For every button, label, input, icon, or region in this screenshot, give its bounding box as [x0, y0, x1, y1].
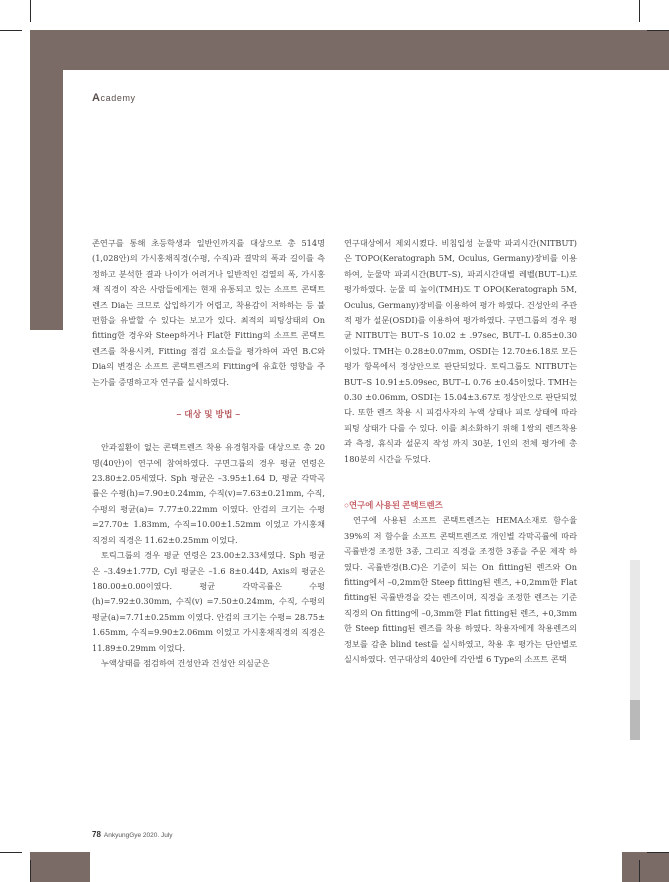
crop-mark: [639, 860, 640, 882]
body-paragraph: 누액상태를 점검하여 건성안과 건성안 의심군은: [101, 657, 270, 668]
edge-strip-lower: [630, 700, 640, 740]
subsection-heading: ○연구에 사용된 콘택트렌즈: [344, 499, 443, 510]
section-heading: – 대상 및 방법 –: [176, 409, 241, 420]
crop-mark: [647, 30, 669, 31]
left-brown-band: [30, 30, 63, 330]
top-brown-band: [30, 30, 669, 70]
page-footer: [92, 830, 173, 839]
right-text-column: [344, 236, 577, 667]
spacer: [92, 425, 325, 440]
edge-strip-upper: [630, 560, 640, 700]
body-paragraph: 토릭그룹의 경우 평균 연령은 23.00±2.33세였다. Sph 평균은 –3.49±1.77D, Cyl 평균은 –1.6 8±0.44D, Axis의 평균은 180.00±0.00이였다. 평균 각막곡률은 수평(h)=7.92±0.30mm, 수직(v) =7.50±0.24mm, 수직, 수평의 평균(a)=7.71±0.25mm 이였다. 안검의 크기는 수평= 28.75± 1.65mm, 수직=9.90±2.06mm 이었고 가시홍채직경의 직경은 11.89±0.29mm 이었다.: [92, 550, 325, 653]
crop-mark: [639, 0, 640, 22]
section-label-initial: A: [92, 92, 101, 104]
crop-mark: [30, 860, 31, 882]
section-label-rest: cademy: [100, 93, 136, 103]
left-text-column: [92, 236, 325, 671]
publication-name: AnkyungGye 2020. July: [103, 832, 173, 839]
spacer: [344, 467, 577, 482]
spacer: [344, 482, 577, 497]
body-paragraph: 존연구를 통해 초등학생과 일반인까지를 대상으로 총 514명(1,028안)의 가시홍채직경(수평, 수직)과 결막의 폭과 길이를 측정하고 분석한 결과 나이가 어려거나 일반적인 검열의 폭, 가시홍채 직경이 작은 사람들에게는 현재 유통되고 있는 소프트 콘택트렌즈 Dia는 크므로 삽입하기가 어렵고, 착용감이 저하하는 등 불편함을 유발할 수 있다는 보고가 있다. 최적의 피팅상태의 On fitting한 경우와 Steep하거나 Flat한 Fitting의 소프트 콘택트렌즈를 착용시켜, Fitting 점검 요소들을 평가하여 과연 B.C와 Dia의 변경은 소프트 콘택트렌즈의 Fitting에 유효한 영향을 주는가를 증명하고자 연구를 실시하였다.: [92, 238, 325, 387]
bottom-right-brown-band: [622, 852, 669, 882]
section-label: [92, 92, 136, 104]
spacer: [92, 390, 325, 405]
body-paragraph: 안과질환이 없는 콘택트렌즈 착용 유경험자를 대상으로 총 20명(40안)이 연구에 참여하였다. 구면그룹의 경우 평균 연령은 23.80±2.05세였다. Sph 평균은 –3.95±1.64 D, 평균 각막곡률은 수평(h)=7.90±0.24mm, 수직(v)=7.63±0.21mm, 수직, 수평의 평균(a)= 7.77±0.22mm 이였다. 안검의 크기는 수평=27.70± 1.83mm, 수직=10.00±1.52mm 이었고 가시홍채직경의 직경은 11.62±0.25mm 이었다.: [92, 442, 325, 545]
crop-mark: [30, 0, 31, 22]
body-paragraph: 연구대상에서 제외시켰다. 비침입성 눈물막 파괴시간(NITBUT)은 TOPO(Keratograph 5M, Oculus, Germany)장비를 이용하여, 눈물막 파괴시간(BUT–S), 파괴시간대별 레벨(BUT–L)로 평가하였다. 눈물 띠 높이(TMH)도 T OPO(Keratograph 5M, Oculus, Germany)장비를 이용하여 평가 하였다. 건성안의 주관적 평가 설문(OSDI)를 이용하여 평가하였다. 구면그룹의 경우 평균 NITBUT는 BUT–S 10.02 ± .97sec, BUT–L 0.85±0.30이었다. TMH는 0.28±0.07mm, OSDI는 12.70±6.18로 모든 평가 항목에서 정상안으로 판단되었다. 토릭그룹도 NITBUT는 BUT–S 10.91±5.09sec, BUT–L 0.76 ±0.45이었다. TMH는 0.30 ±0.06mm, OSDI는 15.04±3.67로 정상안으로 판단되었다. 또한 렌즈 착용 시 피검사자의 누액 상태나 피로 상태에 따라 피팅 상태가 다를 수 있다. 이를 최소화하기 위해 1쌍의 렌즈착용과 측정, 휴식과 설문지 작성 까지 30분, 1인의 전체 평가에 총 180분의 시간을 두었다.: [344, 238, 577, 464]
bottom-left-brown-band: [30, 852, 90, 882]
crop-mark: [647, 852, 669, 853]
crop-mark: [0, 30, 22, 31]
body-paragraph: 연구에 사용된 소프트 콘택트렌즈는 HEMA소재로 함수율 39%의 저 함수율 소프트 콘택트렌즈로 개인별 각막곡률에 따라 곡률반경 조정한 3종, 그리고 직경을 조정한 3종을 주문 제작 하였다. 곡률반경(B.C)은 기준이 되는 On fitting된 렌즈와 On fitting에서 –0,2mm한 Steep fitting된 렌즈, +0,2mm한 Flat fitting된 곡률반경을 갖는 렌즈이며, 직경을 조정한 렌즈는 기준직경의 On fitting에 –0,3mm한 Flat fitting된 렌즈, +0,3mm한 Steep fitting된 렌즈를 착용 하였다. 착용자에게 착용렌즈의 정보를 감춘 blind test를 실시하였고, 착용 후 평가는 단안별로 실시하였다. 연구대상의 40안에 각안별 6 Type의 소프트 콘택: [344, 515, 577, 664]
page-number: 78: [92, 830, 101, 839]
crop-mark: [0, 852, 22, 853]
